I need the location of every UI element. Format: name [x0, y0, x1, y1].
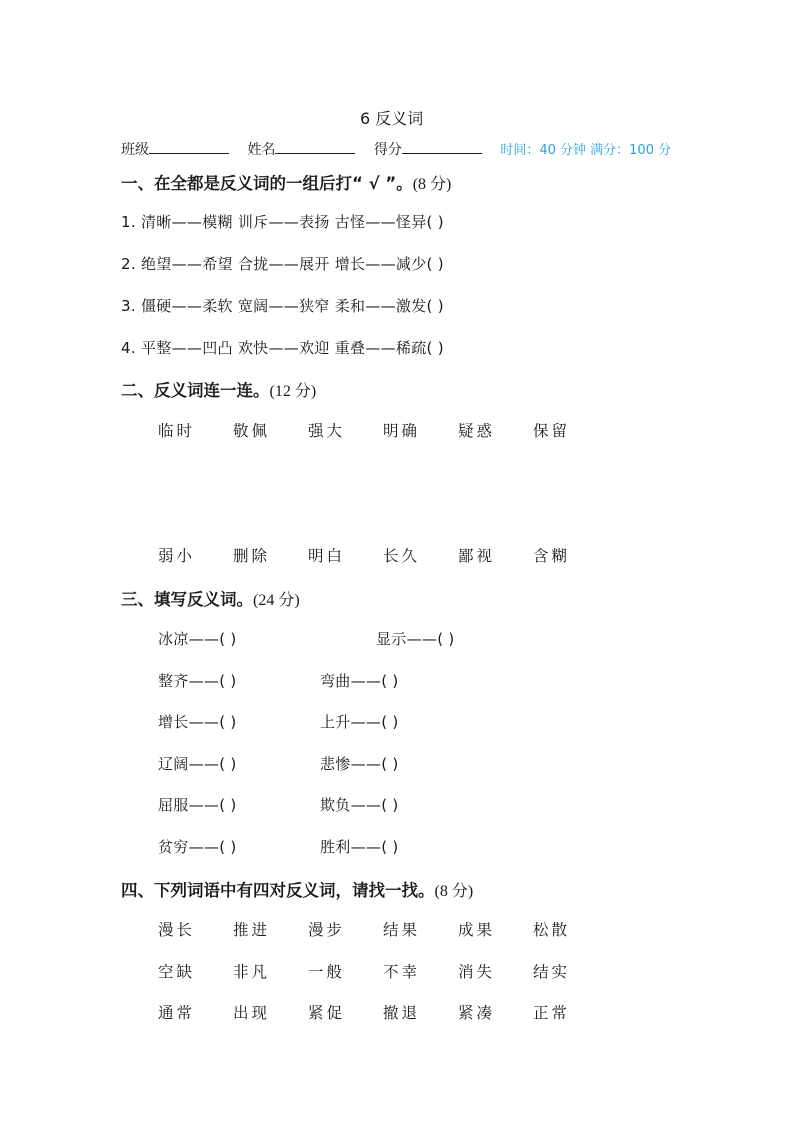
- match-top-word[interactable]: 明确: [383, 422, 421, 440]
- word-cell[interactable]: 空缺: [158, 963, 196, 981]
- match-top-word[interactable]: 强大: [308, 422, 346, 440]
- fill-item[interactable]: 胜利——( ): [320, 838, 399, 856]
- fill-item[interactable]: 屈服——( ): [158, 796, 237, 814]
- word-cell[interactable]: 一般: [308, 963, 346, 981]
- fill-item[interactable]: 贫穷——( ): [158, 838, 237, 856]
- section2-heading: 二、反义词连一连。(12 分): [121, 381, 317, 400]
- fill-item[interactable]: 弯曲——( ): [320, 672, 399, 690]
- info-line: [121, 139, 671, 159]
- match-bottom-word[interactable]: 长久: [383, 547, 421, 565]
- fill-item[interactable]: 悲惨——( ): [320, 755, 399, 773]
- match-top-word[interactable]: 临时: [158, 422, 196, 440]
- match-bottom-word[interactable]: 明白: [308, 547, 346, 565]
- time-score-info: 时间：40 分钟 满分：100 分: [500, 143, 672, 158]
- word-cell[interactable]: 紧凑: [458, 1004, 496, 1022]
- class-label: 班级: [121, 142, 149, 158]
- word-cell[interactable]: 非凡: [233, 963, 271, 981]
- match-top-word[interactable]: 疑惑: [458, 422, 496, 440]
- fill-item[interactable]: 整齐——( ): [158, 672, 237, 690]
- class-blank[interactable]: [149, 141, 229, 154]
- page-title: 6 反义词: [360, 109, 424, 128]
- fill-item[interactable]: 欺负——( ): [320, 796, 399, 814]
- score-blank[interactable]: [402, 141, 482, 154]
- fill-item[interactable]: 增长——( ): [158, 713, 237, 731]
- word-cell[interactable]: 通常: [158, 1004, 196, 1022]
- section1-heading: 一、在全都是反义词的一组后打“ √ ”。(8 分): [121, 174, 452, 193]
- section4-heading: 四、下列词语中有四对反义词，请找一找。(8 分): [121, 881, 474, 900]
- match-bottom-word[interactable]: 鄙视: [458, 547, 496, 565]
- section1-item: 1. 清晰——模糊 训斥——表扬 古怪——怪异( ): [121, 213, 444, 231]
- word-cell[interactable]: 漫步: [308, 921, 346, 939]
- match-top-word[interactable]: 保留: [533, 422, 571, 440]
- section1-item: 4. 平整——凹凸 欢快——欢迎 重叠——稀疏( ): [121, 339, 444, 357]
- word-cell[interactable]: 结实: [533, 963, 571, 981]
- word-cell[interactable]: 漫长: [158, 921, 196, 939]
- word-cell[interactable]: 成果: [458, 921, 496, 939]
- word-cell[interactable]: 结果: [383, 921, 421, 939]
- score-label: 得分: [373, 142, 402, 158]
- section3-heading: 三、填写反义词。(24 分): [121, 590, 300, 609]
- word-cell[interactable]: 不幸: [383, 963, 421, 981]
- match-bottom-word[interactable]: 删除: [233, 547, 271, 565]
- word-cell[interactable]: 正常: [533, 1004, 571, 1022]
- word-cell[interactable]: 撤退: [383, 1004, 421, 1022]
- name-blank[interactable]: [275, 141, 355, 154]
- match-bottom-word[interactable]: 弱小: [158, 547, 196, 565]
- fill-item[interactable]: 辽阔——( ): [158, 755, 237, 773]
- fill-item[interactable]: 冰凉——( ): [158, 630, 237, 648]
- name-label: 姓名: [247, 142, 276, 158]
- word-cell[interactable]: 出现: [233, 1004, 271, 1022]
- match-top-word[interactable]: 敬佩: [233, 422, 271, 440]
- word-cell[interactable]: 松散: [533, 921, 571, 939]
- fill-item[interactable]: 显示——( ): [376, 630, 455, 648]
- word-cell[interactable]: 消失: [458, 963, 496, 981]
- fill-item[interactable]: 上升——( ): [320, 713, 399, 731]
- word-cell[interactable]: 紧促: [308, 1004, 346, 1022]
- match-bottom-word[interactable]: 含糊: [533, 547, 571, 565]
- word-cell[interactable]: 推进: [233, 921, 271, 939]
- section1-item: 3. 僵硬——柔软 宽阔——狭窄 柔和——激发( ): [121, 297, 444, 315]
- section1-item: 2. 绝望——希望 合拢——展开 增长——减少( ): [121, 255, 444, 273]
